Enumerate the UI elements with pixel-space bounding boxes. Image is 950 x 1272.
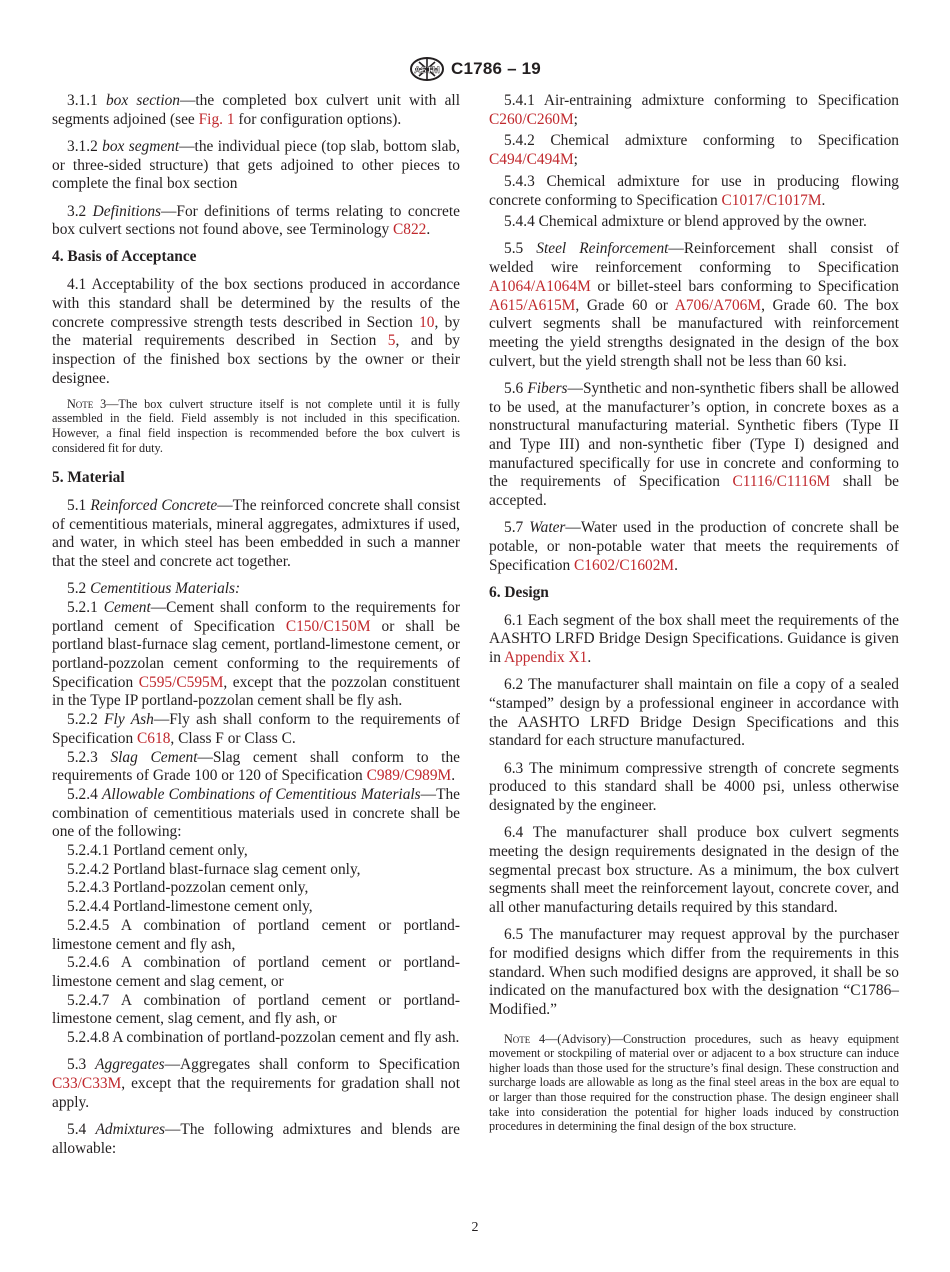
section-10-link[interactable]: 10 bbox=[419, 313, 435, 331]
para-5-4-4: 5.4.4 Chemical admixture or blend approved by the owner. bbox=[504, 213, 867, 231]
page-header bbox=[0, 56, 950, 87]
para-6-3: 6.3 The minimum compressive strength of concrete segments produced to this standard shall be 4000 psi, unless otherwise designated by the engineer. bbox=[489, 759, 899, 814]
list-item-5-2-4-6: 5.2.4.6 A combination of portland cement or portland-limestone cement and slag cement, or bbox=[52, 954, 460, 990]
list-item-5-2-4-2: 5.2.4.2 Portland blast-furnace slag cement only, bbox=[67, 860, 361, 878]
right-column bbox=[489, 92, 899, 1148]
c494-link[interactable]: C494/C494M bbox=[489, 151, 574, 169]
a706-link[interactable]: A706/A706M bbox=[674, 296, 762, 314]
c150-link[interactable]: C150/C150M bbox=[285, 617, 371, 635]
c595-link[interactable]: C595/C595M bbox=[138, 673, 224, 691]
para-3-1-1: 3.1.1 box section—the completed box culvert unit with all segments adjoined (see Fig. 1 for configuration options). bbox=[52, 92, 460, 128]
list-item-5-2-4-5: 5.2.4.5 A combination of portland cement or portland-limestone cement and fly ash, bbox=[52, 916, 460, 953]
para-6-5: 6.5 The manufacturer may request approval by the purchaser for modified designs which differ from the requirements in this standard. When such modified designs are approved, it shall be so indicated on the manufactured box with the designation “C1786–Modified.” bbox=[489, 926, 899, 1018]
para-5-2-3: 5.2.3 Slag Cement—Slag cement shall conform to the requirements of Grade 100 or 120 of Specification C989/C989M. bbox=[52, 748, 460, 785]
para-3-2: 3.2 Definitions—For definitions of terms relating to concrete box culvert sections not found above, see Terminology C822. bbox=[52, 202, 460, 239]
para-5-4-1: 5.4.1 Air-entraining admixture conforming to Specification C260/C260M; bbox=[489, 92, 899, 128]
a1064-link[interactable]: A1064/A1064M bbox=[489, 277, 591, 295]
section-5-heading: 5. Material bbox=[52, 469, 125, 487]
section-4-heading: 4. Basis of Acceptance bbox=[52, 248, 197, 266]
para-3-1-2: 3.1.2 box segment—the individual piece (top slab, bottom slab, or three-sided structure) that gets adjoined to other pieces to complete the final box section bbox=[52, 137, 460, 193]
para-5-4-2: 5.4.2 Chemical admixture conforming to Specification C494/C494M; bbox=[489, 132, 899, 169]
c33-link[interactable]: C33/C33M bbox=[52, 1075, 122, 1093]
a615-link[interactable]: A615/A615M bbox=[489, 296, 576, 314]
list-item-5-2-4-3: 5.2.4.3 Portland-pozzolan cement only, bbox=[67, 879, 309, 897]
para-5-2-4: 5.2.4 Allowable Combinations of Cementitious Materials—The combination of cementitious materials used in concrete shall be one of the following: bbox=[52, 785, 460, 841]
c260-link[interactable]: C260/C260M bbox=[489, 110, 574, 128]
para-5-1: 5.1 Reinforced Concrete—The reinforced concrete shall consist of cementitious materials, mineral aggregates, admixtures if used, and water, in which steel has been embedded in such a manner that the steel and concrete act together. bbox=[52, 496, 460, 571]
para-5-6: 5.6 Fibers—Synthetic and non-synthetic fibers shall be allowed to be used, at the manufacturer’s option, in concrete boxes as a nonstructural manufacturing material. Synthetic fibers (Type II and Type III) and non-synthetic fiber (Type I) designed and manufactured specifically for use in concrete and conforming to the requirements of Specification C1116/C1116M shall be accepted. bbox=[489, 379, 900, 510]
para-5-4-3: 5.4.3 Chemical admixture for use in producing flowing concrete conforming to Specification C1017/C1017M. bbox=[489, 172, 899, 209]
c989-link[interactable]: C989/C989M bbox=[366, 767, 452, 785]
para-4-1: 4.1 Acceptability of the box sections produced in accordance with this standard shall be determined by the results of the concrete compressive strength tests described in Section 10, by the material requirements described in Section 5, and by inspection of the finished box sections by the owner or their designee. bbox=[52, 276, 460, 387]
c1602-link[interactable]: C1602/C1602M bbox=[574, 556, 675, 574]
para-5-7: 5.7 Water—Water used in the production of concrete shall be potable, or non-potable water that meets the requirements of Specification C1602/C1602M. bbox=[489, 519, 899, 574]
section-5-link[interactable]: 5 bbox=[387, 332, 396, 350]
c618-link[interactable]: C618 bbox=[137, 729, 171, 747]
note-3: Note 3—The box culvert structure itself is not complete until it is fully assembled in the field. Field assembly is not included in this specification. However, a final field inspection is recommended before the box culvert is considered fit for duty. bbox=[52, 396, 460, 455]
para-6-1: 6.1 Each segment of the box shall meet the requirements of the AASHTO LRFD Bridge Design Specifications. Guidance is given in Appendix X1. bbox=[489, 611, 899, 666]
svg-text:ASTM: ASTM bbox=[414, 65, 440, 75]
para-5-3: 5.3 Aggregates—Aggregates shall conform to Specification C33/C33M, except that the requirements for gradation shall not apply. bbox=[52, 1056, 460, 1111]
c1017-link[interactable]: C1017/C1017M bbox=[721, 191, 822, 209]
standard-designation: C1786 – 19 bbox=[451, 59, 541, 78]
para-5-2-2: 5.2.2 Fly Ash—Fly ash shall conform to the requirements of Specification C618, Class F or Class C. bbox=[52, 711, 460, 747]
c1116-link[interactable]: C1116/C1116M bbox=[732, 473, 831, 491]
page-number: 2 bbox=[471, 1220, 479, 1235]
para-6-4: 6.4 The manufacturer shall produce box culvert segments meeting the design requirements designated in the design of the segmental precast box structure. As a minimum, the box culvert segments shall meet the reinforcement layout, concrete cover, and all other manufacturing details required by this standard. bbox=[489, 824, 899, 916]
fig-1-link[interactable]: Fig. 1 bbox=[198, 110, 235, 128]
astm-logo-icon bbox=[409, 56, 445, 82]
section-6-heading: 6. Design bbox=[489, 583, 549, 601]
para-5-2: 5.2 Cementitious Materials: bbox=[67, 580, 241, 598]
para-5-4: 5.4 Admixtures—The following admixtures and blends are allowable: bbox=[52, 1120, 460, 1157]
appendix-x1-link[interactable]: Appendix X1 bbox=[503, 648, 588, 666]
c822-link[interactable]: C822 bbox=[393, 221, 427, 239]
para-6-2: 6.2 The manufacturer shall maintain on file a copy of a sealed “stamped” design by a professional engineer in accordance with the AASHTO LRFD Bridge Design Specifications and this standard for each structure manufactured. bbox=[489, 676, 899, 750]
para-5-5: 5.5 Steel Reinforcement—Reinforcement shall consist of welded wire reinforcement conforming to Specification A1064/A1064M or billet-steel bars conforming to Specification A615/A615M, Grade 60 or A706/A706M, Grade 60. The box culvert segments shall be manufactured with reinforcement meeting the yield strengths designated in the design of the box culvert, but the yield strength shall not be less than 60 ksi. bbox=[489, 240, 900, 370]
left-column bbox=[52, 92, 460, 1167]
list-item-5-2-4-4: 5.2.4.4 Portland-limestone cement only, bbox=[67, 898, 313, 916]
note-4: Note 4—(Advisory)—Construction procedures, such as heavy equipment movement or stockpiling of material over or adjacent to a box structure can induce higher loads than those used for the structure’s final design. These construction and surcharge loads are allowable as long as the final steel areas in the box are equal to or larger than those required for the construction phase. The design engineer shall take into consideration the potential for higher loads induced by construction procedures in determining the final design of the box structure. bbox=[489, 1031, 900, 1134]
list-item-5-2-4-1: 5.2.4.1 Portland cement only, bbox=[67, 842, 248, 860]
para-5-2-1: 5.2.1 Cement—Cement shall conform to the requirements for portland cement of Specification C150/C150M or shall be portland blast-furnace slag cement, portland-limestone cement, or portland-pozzolan cement conforming to the requirements of Specification C595/C595M, except that the pozzolan constituent in the Type IP portland-pozzolan cement shall be fly ash. bbox=[52, 598, 461, 710]
list-item-5-2-4-8: 5.2.4.8 A combination of portland-pozzolan cement and fly ash. bbox=[67, 1029, 460, 1047]
list-item-5-2-4-7: 5.2.4.7 A combination of portland cement or portland-limestone cement, slag cement, and fly ash, or bbox=[52, 991, 460, 1028]
